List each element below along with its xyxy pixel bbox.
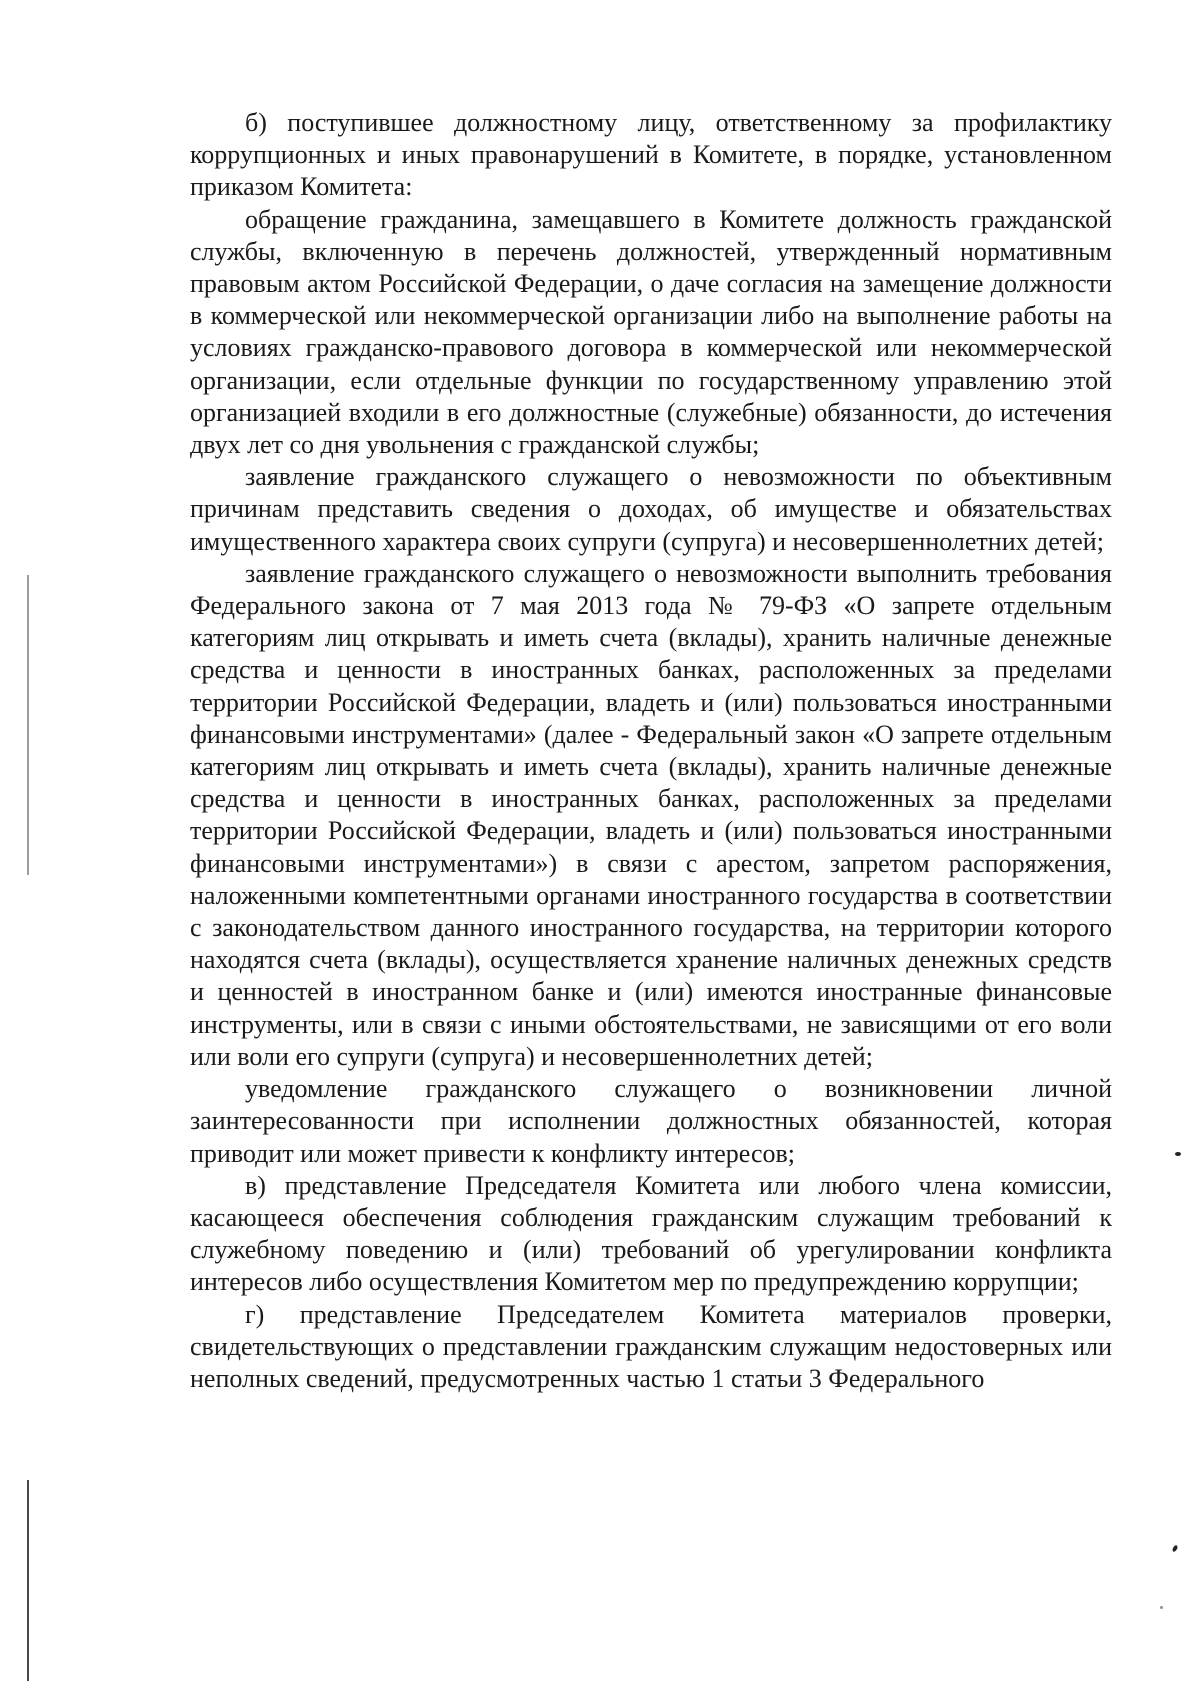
paragraph-income-statement: заявление гражданского служащего о невозможности по объективным причинам представить сведения о доходах, об имуществе и обязательствах имущественного характера своих супруги (супруга) и несовершеннолетних детей; bbox=[190, 462, 1112, 556]
paragraph-conflict-notice: уведомление гражданского служащего о возникновении личной заинтересованности при исполнении должностных обязанностей, которая приводит или может привести к конфликту интересов; bbox=[190, 1074, 1112, 1168]
scan-speck bbox=[1160, 1606, 1163, 1609]
paragraph-v-chairman-submission: в) представление Председателя Комитета или любого члена комиссии, касающееся обеспечения соблюдения гражданским служащим требований к служебному поведению и (или) требований об урегулировании конфликта интересов либо осуществления Комитетом мер по предупреждению коррупции; bbox=[190, 1170, 1112, 1297]
document-body bbox=[190, 107, 1112, 1395]
scan-binding-line bbox=[27, 1480, 29, 1681]
scan-speck bbox=[1172, 1544, 1179, 1552]
paragraph-g-verification-materials: г) представление Председателем Комитета материалов проверки, свидетельствующих о представлении гражданским служащим недостоверных или неполных сведений, предусмотренных частью 1 статьи 3 Федерального bbox=[190, 1299, 1112, 1393]
scan-speck bbox=[1175, 1152, 1181, 1156]
scan-binding-line bbox=[27, 575, 29, 875]
paragraph-citizen-appeal: обращение гражданина, замещавшего в Комитете должность гражданской службы, включенную в перечень должностей, утвержденный нормативным правовым актом Российской Федерации, о даче согласия на замещение должности в коммерческой или некоммерческой организации либо на выполнение работы на условиях гражданско-правового договора в коммерческой или некоммерческой организации, если отдельные функции по государственному управлению этой организацией входили в его должностные (служебные) обязанности, до истечения двух лет со дня увольнения с гражданской службы; bbox=[190, 204, 1112, 460]
paragraph-foreign-accounts-statement: заявление гражданского служащего о невозможности выполнить требования Федерального закона от 7 мая 2013 года № 79-ФЗ «О запрете отдельным категориям лиц открывать и иметь счета (вклады), хранить наличные денежные средства и ценности в иностранных банках, расположенных за пределами территории Российской Федерации, владеть и (или) пользоваться иностранными финансовыми инструментами» (далее - Федеральный закон «О запрете отдельным категориям лиц открывать и иметь счета (вклады), хранить наличные денежные средства и ценности в иностранных банках, расположенных за пределами территории Российской Федерации, владеть и (или) пользоваться иностранными финансовыми инструментами») в связи с арестом, запретом распоряжения, наложенными компетентными органами иностранного государства в соответствии с законодательством данного иностранного государства, на территории которого находятся счета (вклады), осуществляется хранение наличных денежных средств и ценностей в иностранном банке и (или) имеются иностранные финансовые инструменты, или в связи с иными обстоятельствами, не зависящими от его воли или воли его супруги (супруга) и несовершеннолетних детей; bbox=[190, 558, 1112, 1071]
paragraph-b-received: б) поступившее должностному лицу, ответственному за профилактику коррупционных и иных правонарушений в Комитете, в порядке, установленном приказом Комитета: bbox=[190, 108, 1112, 202]
